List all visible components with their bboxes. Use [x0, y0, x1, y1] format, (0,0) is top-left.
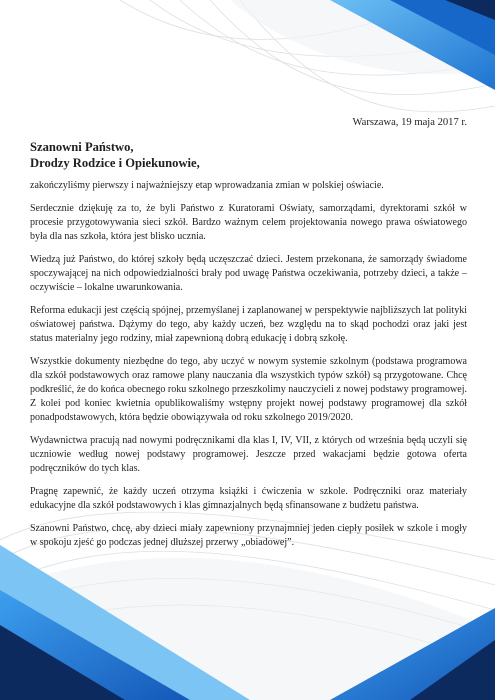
- paragraph-5: Wszystkie dokumenty niezbędne do tego, aby uczyć w nowym systemie szkolnym (podstawa programowa dla szkół podstawowych oraz ramowe plany nauczania dla wszystkich typów szkół) są przygotowane. Chcę podkreślić, że do końca obecnego roku szkolnego przeszkolimy nauczycieli z nowej podstawy programowej. Z kolei pod koniec kwietnia opublikowaliśmy wstępny projekt nowej podstawy programowej dla szkół ponadpodstawowych, która będzie obowiązywała od roku szkolnego 2019/2020.: [30, 356, 467, 423]
- paragraph-7: Pragnę zapewnić, że każdy uczeń otrzyma książki i ćwiczenia w szkole. Podręczniki oraz materiały edukacyjne dla szkół podstawowych i klas gimnazjalnych będą sfinansowane z budżetu państwa.: [30, 486, 467, 511]
- letter-date: Warszawa, 19 maja 2017 r.: [352, 117, 467, 128]
- paragraph-1: zakończyliśmy pierwszy i najważniejszy etap wprowadzania zmian w polskiej oświacie.: [30, 180, 384, 191]
- salutation-line-1: Szanowni Państwo,: [30, 140, 134, 154]
- letter-body: [30, 116, 467, 559]
- salutation-line-2: Drodzy Rodzice i Opiekunowie,: [30, 156, 200, 170]
- paragraph-6: Wydawnictwa pracują nad nowymi podręcznikami dla klas I, IV, VII, z których od września będą uczyli się uczniowie według nowej podstawy programowej. Jeszcze przed wakacjami będzie gotowa oferta podręczników do tych klas.: [30, 435, 467, 474]
- paragraph-8: Szanowni Państwo, chcę, aby dzieci miały zapewniony przynajmniej jeden ciepły posiłek w szkole i mogły w spokoju zjeść go podczas jednej dłuższej przerwy „obiadowej”.: [30, 523, 467, 548]
- paragraph-2: Serdecznie dziękuję za to, że byli Państwo z Kuratorami Oświaty, samorządami, dyrektorami szkół w procesie przygotowywania sieci szkół. Bardzo ważnym celem projektowania nowego prawa oświatowego była dla nas szkoła, która jest blisko ucznia.: [30, 203, 467, 242]
- paragraph-4: Reforma edukacji jest częścią spójnej, przemyślanej i zaplanowanej w perspektywie najbliższych lat polityki oświatowej państwa. Dążymy do tego, aby każdy uczeń, bez względu na to skąd pochodzi oraz jaki jest status materialny jego rodziny, miał zapewnioną dobrą edukację i dobrą szkołę.: [30, 305, 467, 344]
- salutation: [30, 139, 467, 171]
- paragraph-3: Wiedzą już Państwo, do której szkoły będą uczęszczać dzieci. Jestem przekonana, że samorządy świadome spoczywającej na nich odpowiedzialności brały pod uwagę Państwa oczekiwania, potrzeby dzieci, a także – oczywiście – lokalne uwarunkowania.: [30, 254, 467, 293]
